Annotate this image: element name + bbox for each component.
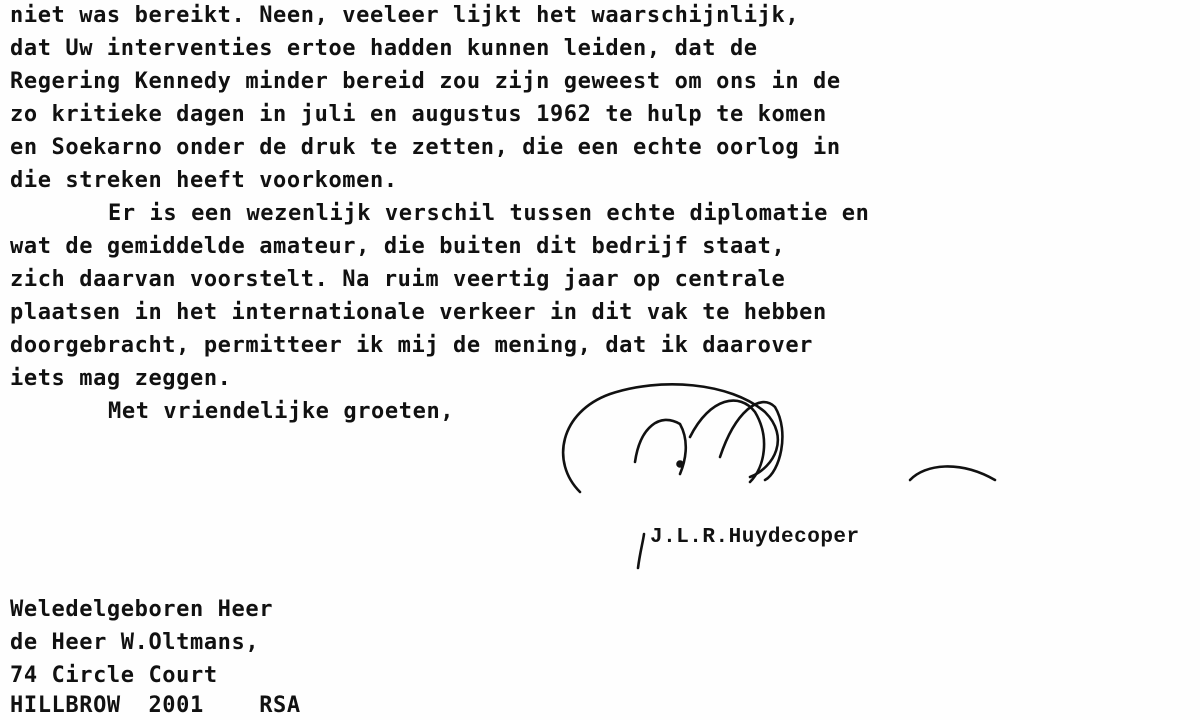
body-line-7: Er is een wezenlijk verschil tussen echte diplomatie en xyxy=(108,201,870,226)
body-line-2: dat Uw interventies ertoe hadden kunnen leiden, dat de xyxy=(10,36,758,61)
body-line-10: plaatsen in het internationale verkeer in dit vak te hebben xyxy=(10,300,827,325)
body-line-1: niet was bereikt. Neen, veeleer lijkt het waarschijnlijk, xyxy=(10,3,800,28)
body-line-9: zich daarvan voorstelt. Na ruim veertig jaar op centrale xyxy=(10,267,786,292)
address-line-3: 74 Circle Court xyxy=(10,663,218,688)
body-line-12: iets mag zeggen. xyxy=(10,366,232,391)
body-line-11: doorgebracht, permitteer ik mij de mening, dat ik daarover xyxy=(10,333,814,358)
body-line-3: Regering Kennedy minder bereid zou zijn geweest om ons in de xyxy=(10,69,841,94)
signatory-name: J.L.R.Huydecoper xyxy=(650,526,860,549)
body-line-8: wat de gemiddelde amateur, die buiten dit bedrijf staat, xyxy=(10,234,786,259)
body-line-6: die streken heeft voorkomen. xyxy=(10,168,398,193)
address-line-4: HILLBROW 2001 RSA xyxy=(10,693,301,718)
closing-line: Met vriendelijke groeten, xyxy=(108,399,455,424)
address-line-2: de Heer W.Oltmans, xyxy=(10,630,260,655)
body-line-4: zo kritieke dagen in juli en augustus 1962 te hulp te komen xyxy=(10,102,827,127)
address-line-1: Weledelgeboren Heer xyxy=(10,597,274,622)
body-line-5: en Soekarno onder de druk te zetten, die een echte oorlog in xyxy=(10,135,841,160)
